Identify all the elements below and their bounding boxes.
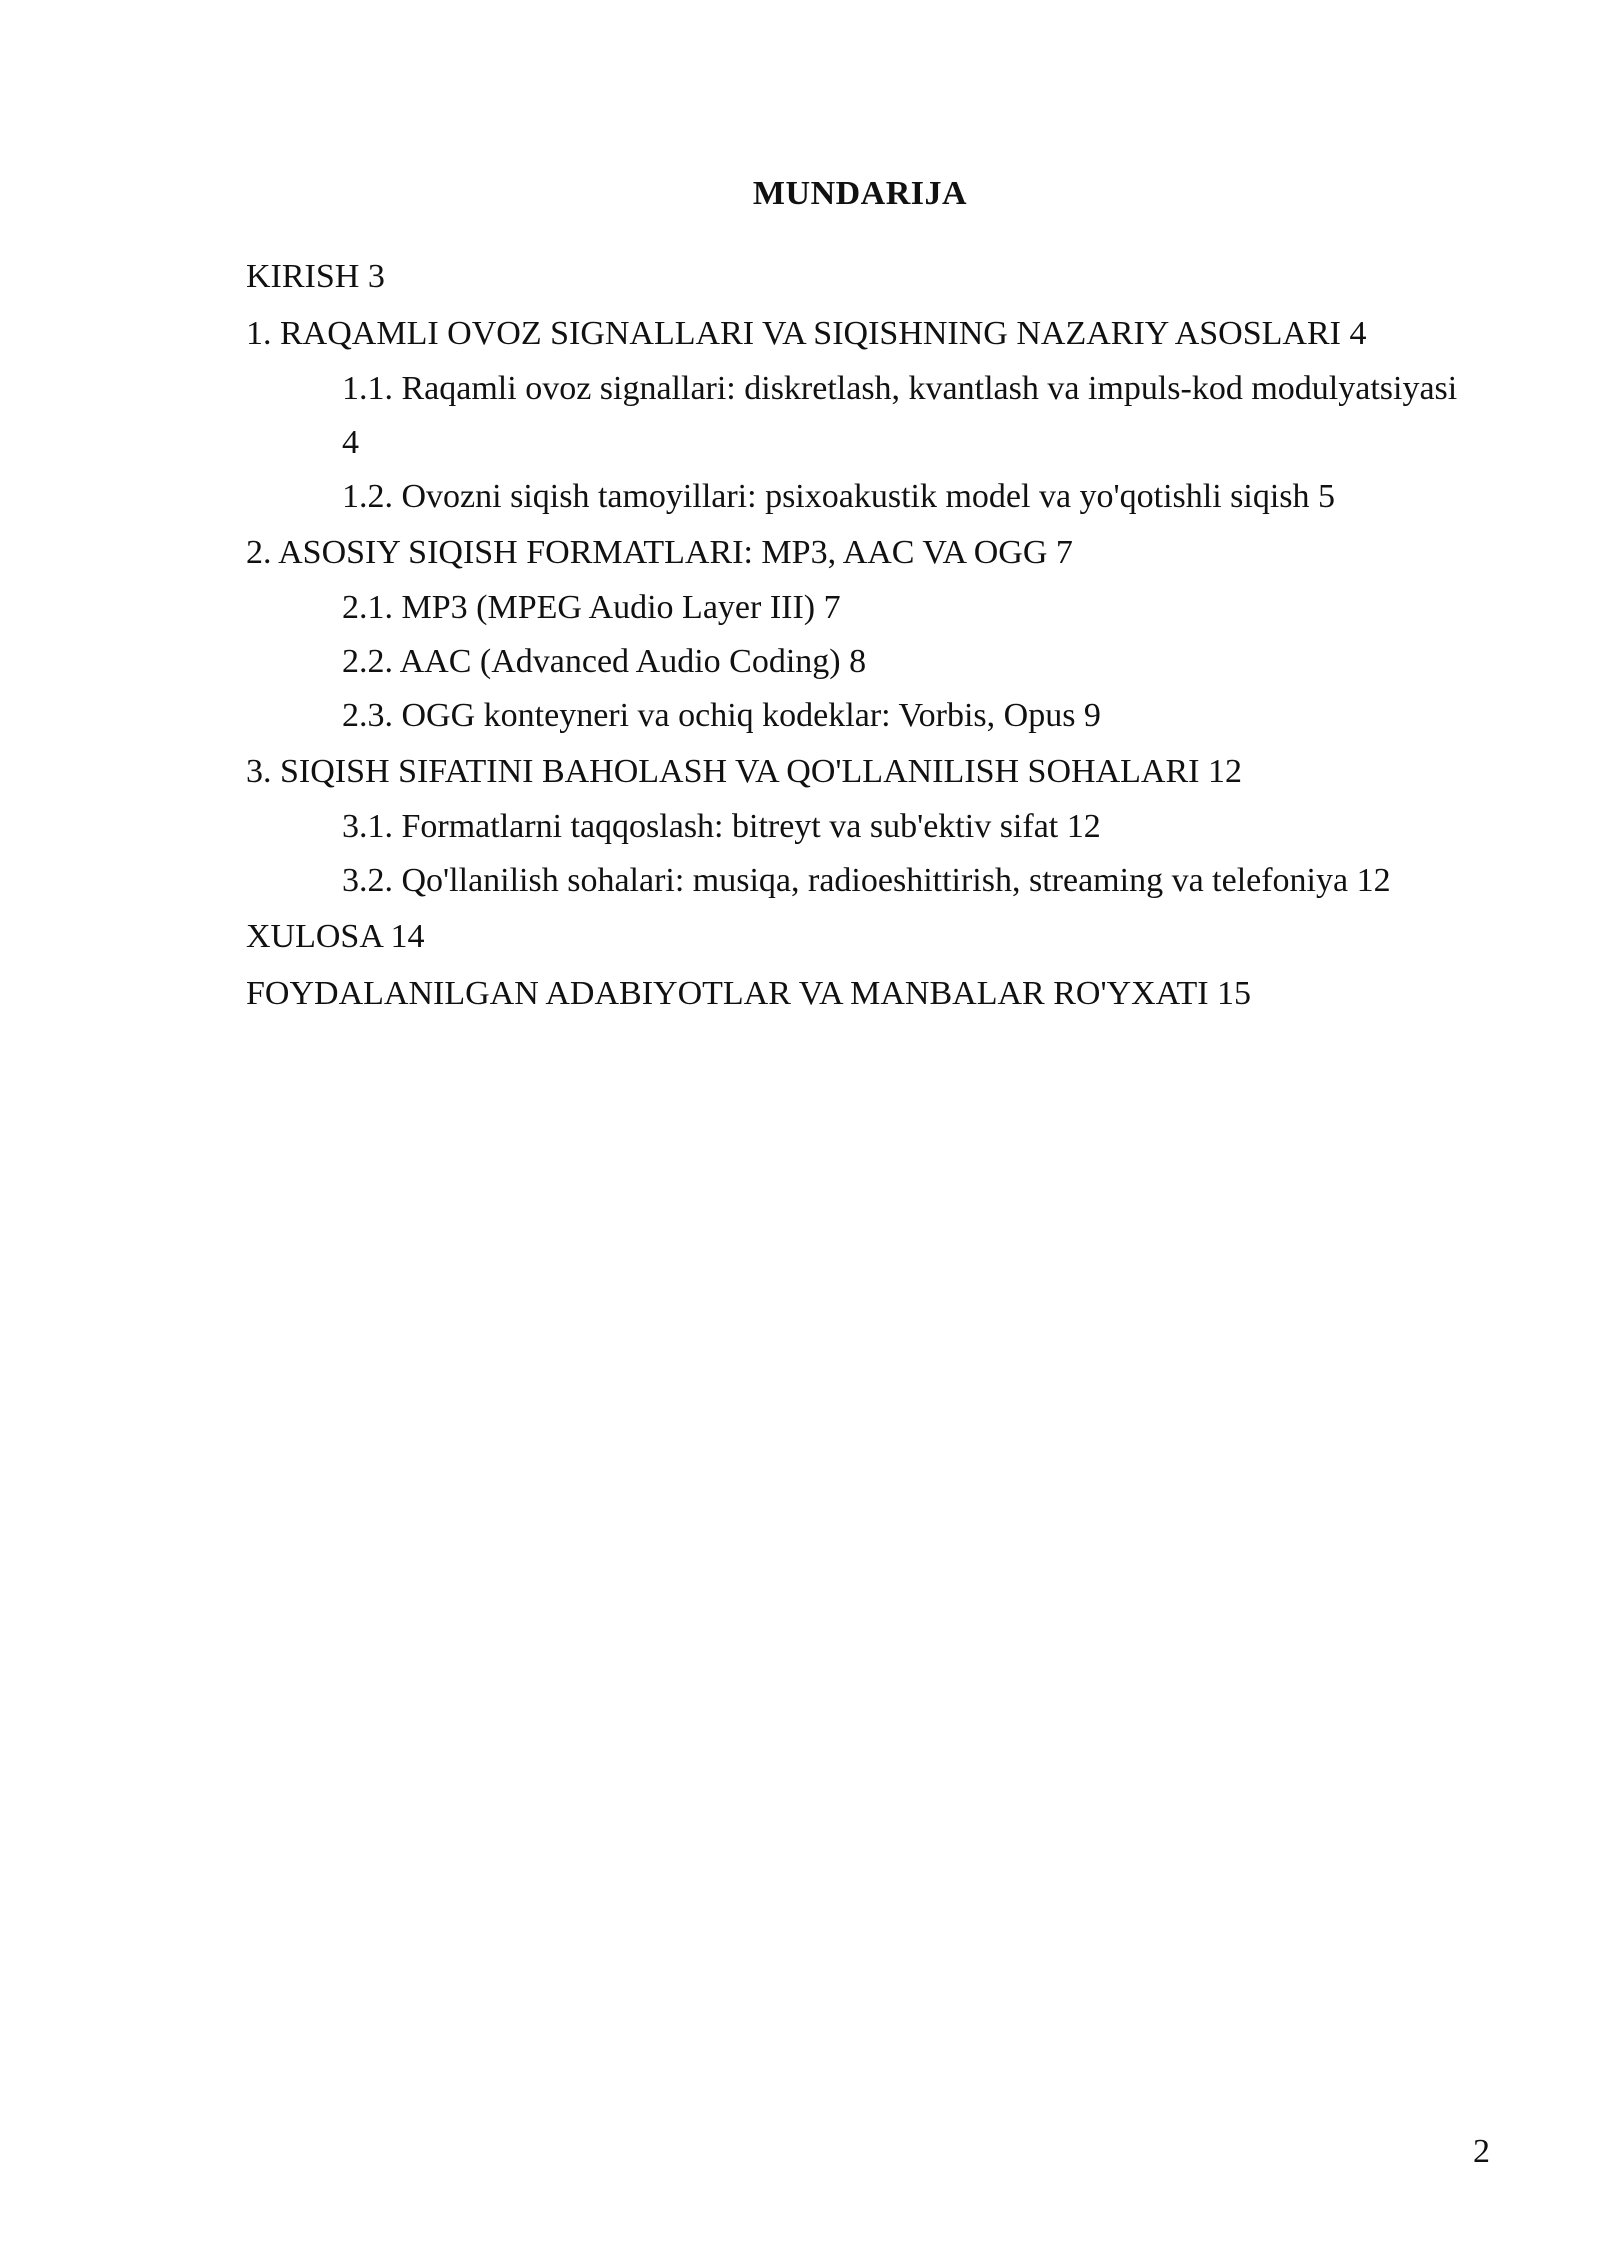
toc-entry-section-2-2[interactable]: 2.2. AAC (Advanced Audio Coding) 8 — [342, 643, 867, 680]
toc-entry-chapter-3[interactable]: 3. SIQISH SIFATINI BAHOLASH VA QO'LLANILISH SOHALARI 12 — [246, 753, 1242, 790]
toc-entry-section-2-3[interactable]: 2.3. OGG konteyneri va ochiq kodeklar: Vorbis, Opus 9 — [342, 697, 1101, 734]
toc-entry-section-3-2[interactable]: 3.2. Qo'llanilish sohalari: musiqa, radioeshittirish, streaming va telefoniya 12 — [342, 862, 1391, 899]
page-number: 2 — [1473, 2133, 1490, 2170]
table-of-contents — [246, 248, 1486, 1022]
toc-entry-xulosa[interactable]: XULOSA 14 — [246, 918, 425, 955]
toc-entry-chapter-2[interactable]: 2. ASOSIY SIQISH FORMATLARI: MP3, AAC VA OGG 7 — [246, 534, 1073, 571]
page-title: MUNDARIJA — [752, 175, 968, 212]
toc-entry-section-1-1[interactable]: 1.1. Raqamli ovoz signallari: diskretlash, kvantlash va impuls-kod modulyatsiyasi 4 — [342, 370, 1458, 461]
toc-entry-section-1-2[interactable]: 1.2. Ovozni siqish tamoyillari: psixoakustik model va yo'qotishli siqish 5 — [342, 478, 1336, 515]
toc-entry-chapter-1[interactable]: 1. RAQAMLI OVOZ SIGNALLARI VA SIQISHNING NAZARIY ASOSLARI 4 — [246, 315, 1367, 352]
toc-entry-section-3-1[interactable]: 3.1. Formatlarni taqqoslash: bitreyt va sub'ektiv sifat 12 — [342, 808, 1101, 845]
toc-entry-kirish[interactable]: KIRISH 3 — [246, 258, 385, 295]
toc-entry-section-2-1[interactable]: 2.1. MP3 (MPEG Audio Layer III) 7 — [342, 589, 841, 626]
toc-entry-references[interactable]: FOYDALANILGAN ADABIYOTLAR VA MANBALAR RO'YXATI 15 — [246, 975, 1252, 1012]
